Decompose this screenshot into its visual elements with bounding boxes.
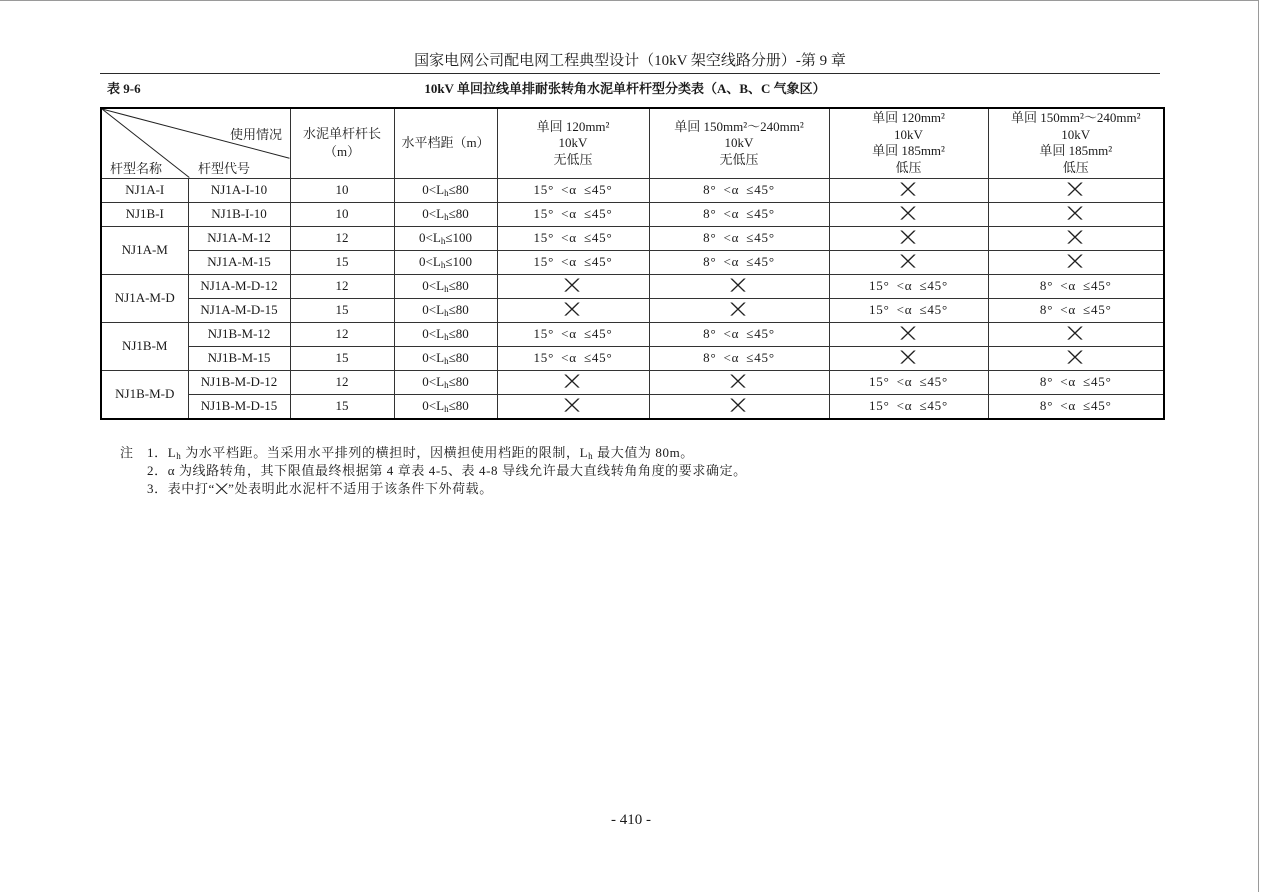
cross-mark-icon: ╳	[1068, 207, 1084, 221]
condition-cell	[829, 274, 988, 298]
condition-cell	[649, 298, 829, 322]
note-item	[147, 444, 1160, 462]
condition-cell	[988, 178, 1164, 202]
cross-mark-icon: ╳	[565, 399, 581, 413]
pole-length: 12	[290, 322, 394, 346]
span-suffix: ≤80	[448, 206, 469, 221]
header-line: 10kV	[724, 135, 754, 150]
condition-value: 8° <α ≤45°	[703, 206, 775, 221]
header-line: 低压	[895, 159, 922, 175]
pole-length: 15	[290, 298, 394, 322]
pole-type-code: NJ1A-M-D-12	[188, 274, 290, 298]
condition-value: 15° <α ≤45°	[869, 278, 948, 293]
notes-label: 注	[120, 445, 134, 460]
cross-mark-icon: ╳	[565, 375, 581, 389]
condition-value: 8° <α ≤45°	[1039, 302, 1112, 317]
header-line: 单回 185mm²	[872, 143, 945, 159]
span-subscript: h	[444, 188, 449, 198]
column-header-pole-length	[290, 108, 394, 178]
header-line: 单回 120mm²	[536, 118, 610, 134]
condition-cell	[497, 250, 649, 274]
cross-mark-icon: ╳	[731, 279, 747, 293]
cross-mark-icon: ╳	[1068, 183, 1084, 197]
pole-length: 15	[290, 250, 394, 274]
header-line: 单回 150mm²～240mm²	[1011, 110, 1141, 126]
table-row	[101, 346, 1164, 370]
header-line: 10kV	[894, 126, 923, 142]
header-line: 水平档距（m）	[401, 135, 490, 151]
condition-value: 8° <α ≤45°	[1039, 374, 1112, 389]
header-line: 单回 185mm²	[1039, 143, 1113, 159]
column-header-condition-1	[497, 108, 649, 178]
condition-cell	[988, 250, 1164, 274]
corner-type-name-label: 杆型名称	[110, 161, 163, 176]
condition-cell	[988, 346, 1164, 370]
pole-type-name: NJ1A-I	[101, 178, 188, 202]
condition-cell	[649, 250, 829, 274]
span-prefix: 0<L	[422, 278, 445, 293]
table-row	[101, 250, 1164, 274]
condition-value: 15° <α ≤45°	[533, 326, 613, 341]
condition-cell	[497, 274, 649, 298]
condition-cell	[829, 346, 988, 370]
condition-value: 8° <α ≤45°	[703, 350, 775, 365]
condition-cell	[829, 394, 988, 419]
condition-cell	[829, 298, 988, 322]
condition-value: 15° <α ≤45°	[869, 374, 948, 389]
cross-mark-icon: ╳	[1068, 351, 1084, 365]
pole-length: 15	[290, 394, 394, 419]
cross-mark-icon: ╳	[1068, 255, 1084, 269]
span-prefix: 0<L	[419, 254, 441, 269]
table-row	[101, 178, 1164, 202]
pole-length: 12	[290, 274, 394, 298]
condition-cell	[988, 298, 1164, 322]
pole-type-name: NJ1B-M	[101, 322, 188, 370]
span-suffix: ≤80	[448, 374, 469, 389]
horizontal-span	[394, 298, 497, 322]
span-subscript: h	[444, 308, 449, 318]
span-suffix: ≤100	[445, 230, 472, 245]
condition-cell	[497, 370, 649, 394]
pole-length: 10	[290, 178, 394, 202]
running-header: 国家电网公司配电网工程典型设计（10kV 架空线路分册）-第 9 章	[414, 53, 846, 69]
table-row	[101, 298, 1164, 322]
pole-type-name: NJ1A-M	[101, 226, 188, 274]
cross-mark-icon: ╳	[901, 231, 916, 245]
horizontal-span	[394, 346, 497, 370]
header-line: 水泥单杆杆长	[302, 126, 381, 142]
header-rule	[100, 73, 1160, 74]
condition-cell	[829, 178, 988, 202]
condition-value: 8° <α ≤45°	[1039, 398, 1112, 414]
corner-usage-label: 使用情况	[230, 127, 283, 142]
note-item	[147, 462, 1160, 480]
table-header-row	[101, 108, 1164, 178]
horizontal-span	[394, 370, 497, 394]
cross-mark-icon: ╳	[565, 303, 581, 317]
table-row	[101, 226, 1164, 250]
condition-cell	[829, 322, 988, 346]
pole-type-code: NJ1B-M-15	[188, 346, 290, 370]
horizontal-span	[394, 274, 497, 298]
table-row	[101, 274, 1164, 298]
cross-mark-icon: ╳	[901, 183, 916, 197]
span-prefix: 0<L	[419, 230, 441, 245]
cross-mark-icon: ╳	[901, 207, 916, 221]
pole-type-code: NJ1B-I-10	[188, 202, 290, 226]
notes-list	[147, 444, 1160, 498]
note-text: ”处表明此水泥杆不适用于该条件下外荷载。	[228, 481, 493, 496]
horizontal-span	[394, 394, 497, 419]
condition-value: 15° <α ≤45°	[533, 206, 613, 221]
header-line: 低压	[1062, 159, 1089, 175]
condition-value: 15° <α ≤45°	[869, 398, 948, 414]
condition-value: 8° <α ≤45°	[703, 182, 775, 197]
table-row	[101, 394, 1164, 419]
table-notes	[120, 444, 1160, 498]
condition-value: 15° <α ≤45°	[533, 182, 613, 197]
note-text: 为水平档距。当采用水平排列的横担时，因横担使用档距的限制，L	[181, 445, 589, 460]
pole-type-code: NJ1B-M-12	[188, 322, 290, 346]
pole-type-code: NJ1B-M-D-15	[188, 394, 290, 419]
condition-cell	[649, 202, 829, 226]
condition-cell	[988, 370, 1164, 394]
table-label: 表 9-6	[107, 81, 141, 96]
note-text: 3．表中打“	[147, 481, 215, 496]
cross-mark-icon: ╳	[901, 351, 916, 365]
span-prefix: 0<L	[422, 398, 445, 414]
column-header-condition-2	[649, 108, 829, 178]
pole-classification-table	[100, 107, 1165, 420]
cross-mark-icon: ╳	[731, 375, 747, 389]
condition-cell	[829, 202, 988, 226]
span-suffix: ≤80	[448, 182, 469, 197]
pole-length: 12	[290, 226, 394, 250]
condition-cell	[988, 274, 1164, 298]
cross-mark-icon: ╳	[901, 327, 916, 341]
condition-cell	[988, 394, 1164, 419]
table-row	[101, 370, 1164, 394]
cross-mark-icon: ╳	[1068, 231, 1084, 245]
condition-value: 8° <α ≤45°	[1039, 278, 1112, 293]
span-suffix: ≤100	[445, 254, 472, 269]
condition-cell	[829, 226, 988, 250]
pole-type-name: NJ1B-I	[101, 202, 188, 226]
horizontal-span	[394, 202, 497, 226]
condition-cell	[988, 202, 1164, 226]
span-subscript: h	[444, 380, 449, 390]
note-subscript: h	[176, 451, 182, 461]
table-row	[101, 202, 1164, 226]
condition-value: 8° <α ≤45°	[703, 326, 775, 341]
condition-cell	[497, 226, 649, 250]
condition-cell	[649, 226, 829, 250]
horizontal-span	[394, 322, 497, 346]
condition-cell	[649, 274, 829, 298]
pole-type-code: NJ1A-M-15	[188, 250, 290, 274]
span-subscript: h	[444, 332, 449, 342]
corner-type-code-label: 杆型代号	[198, 161, 251, 176]
pole-length: 12	[290, 370, 394, 394]
header-line: 10kV	[558, 135, 588, 150]
note-text: 1．L	[147, 445, 177, 460]
pole-type-code: NJ1A-M-D-15	[188, 298, 290, 322]
span-subscript: h	[444, 212, 449, 222]
table-title: 10kV 单回拉线单排耐张转角水泥单杆杆型分类表（A、B、C 气象区）	[424, 81, 826, 96]
horizontal-span	[394, 226, 497, 250]
note-subscript: h	[588, 451, 594, 461]
condition-cell	[649, 346, 829, 370]
span-suffix: ≤80	[448, 350, 469, 365]
span-suffix: ≤80	[448, 326, 469, 341]
cross-mark-icon: ╳	[565, 279, 581, 293]
header-line: 单回 150mm²～240mm²	[674, 118, 804, 134]
span-prefix: 0<L	[422, 206, 445, 221]
pole-type-code: NJ1A-I-10	[188, 178, 290, 202]
pole-type-code: NJ1B-M-D-12	[188, 370, 290, 394]
condition-value: 8° <α ≤45°	[703, 254, 775, 269]
pole-type-name: NJ1A-M-D	[101, 274, 188, 322]
horizontal-span	[394, 250, 497, 274]
span-subscript: h	[440, 236, 446, 246]
condition-cell	[497, 202, 649, 226]
condition-cell	[829, 250, 988, 274]
note-item	[147, 480, 1160, 498]
span-suffix: ≤80	[448, 278, 469, 293]
condition-value: 15° <α ≤45°	[533, 230, 613, 245]
header-line: 无低压	[719, 151, 759, 167]
note-text: 2．α 为线路转角，其下限值最终根据第 4 章表 4-5、表 4-8 导线允许最大直线转角角度的要求确定。	[147, 463, 747, 478]
pole-length: 15	[290, 346, 394, 370]
cross-mark-icon: ╳	[731, 399, 747, 413]
page-number: - 410 -	[611, 812, 651, 828]
condition-cell	[649, 394, 829, 419]
column-header-condition-4	[988, 108, 1164, 178]
span-subscript: h	[444, 404, 449, 415]
header-line: 单回 120mm²	[872, 110, 945, 126]
corner-header-cell	[101, 108, 290, 178]
condition-value: 15° <α ≤45°	[533, 254, 613, 269]
table-row	[101, 322, 1164, 346]
condition-cell	[497, 394, 649, 419]
cross-mark-icon: ╳	[1068, 327, 1084, 341]
span-prefix: 0<L	[422, 350, 445, 365]
cross-mark-icon: ╳	[901, 255, 916, 269]
pole-type-code: NJ1A-M-12	[188, 226, 290, 250]
span-prefix: 0<L	[422, 326, 445, 341]
span-prefix: 0<L	[422, 374, 445, 389]
condition-cell	[649, 178, 829, 202]
cross-mark-icon: ╳	[731, 303, 747, 317]
header-line: 10kV	[1061, 126, 1091, 142]
condition-value: 15° <α ≤45°	[869, 302, 948, 317]
header-line: （m）	[323, 144, 361, 160]
condition-value: 15° <α ≤45°	[533, 350, 613, 365]
span-suffix: ≤80	[448, 398, 469, 414]
span-subscript: h	[444, 284, 449, 294]
pole-type-name: NJ1B-M-D	[101, 370, 188, 419]
span-prefix: 0<L	[422, 302, 445, 317]
condition-cell	[988, 322, 1164, 346]
header-line: 无低压	[553, 151, 593, 167]
condition-value: 8° <α ≤45°	[703, 230, 775, 245]
note-text: 最大值为 80m。	[593, 445, 694, 460]
column-header-horizontal-span	[394, 108, 497, 178]
horizontal-span	[394, 178, 497, 202]
condition-cell	[497, 322, 649, 346]
pole-length: 10	[290, 202, 394, 226]
span-subscript: h	[444, 356, 449, 366]
condition-cell	[988, 226, 1164, 250]
span-suffix: ≤80	[448, 302, 469, 317]
condition-cell	[497, 346, 649, 370]
cross-mark-icon: ╳	[216, 483, 227, 495]
span-subscript: h	[440, 260, 446, 270]
condition-cell	[649, 322, 829, 346]
span-prefix: 0<L	[422, 182, 445, 197]
condition-cell	[649, 370, 829, 394]
column-header-condition-3	[829, 108, 988, 178]
condition-cell	[497, 298, 649, 322]
condition-cell	[497, 178, 649, 202]
condition-cell	[829, 370, 988, 394]
